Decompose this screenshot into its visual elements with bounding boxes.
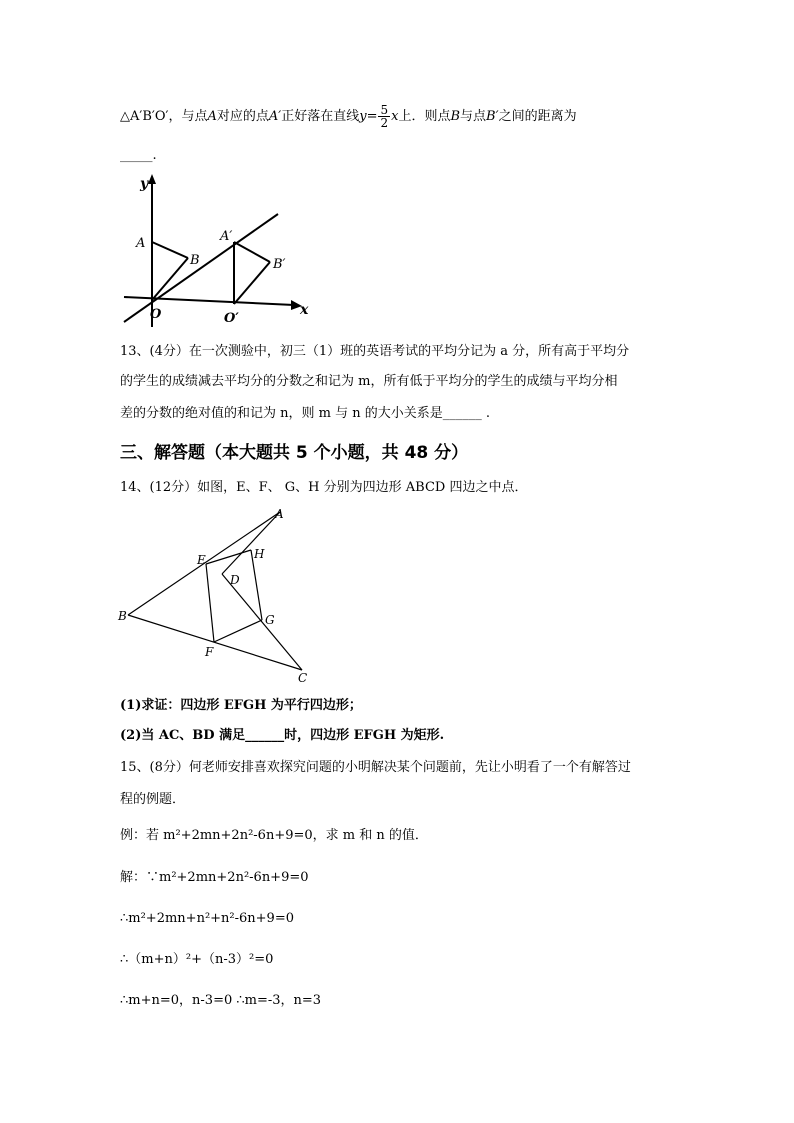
y-axis-arrow	[148, 174, 156, 184]
figure-coordinate-rotation	[118, 172, 318, 332]
q12-x-var: x	[391, 109, 399, 124]
label-quad-h: H	[254, 547, 265, 561]
q12-answer-blank: _____.	[120, 148, 157, 163]
label-quad-b: B	[118, 609, 127, 623]
side-bc	[128, 615, 302, 670]
q15-line-2: 程的例题．	[120, 792, 186, 807]
label-quad-d: D	[230, 573, 240, 587]
q13-line-3: 差的分数的绝对值的和记为 n，则 m 与 n 的大小关系是______ .	[120, 406, 490, 421]
label-b: B	[190, 253, 200, 268]
q12-fraction	[378, 104, 390, 129]
label-o-prime: O′	[224, 311, 239, 326]
segment-ef	[206, 564, 214, 642]
segment-b2o2	[234, 262, 270, 304]
label-quad-c: C	[298, 671, 308, 685]
label-y: y	[140, 176, 149, 192]
q12-text-3: 正好落在直线	[281, 109, 360, 124]
q12-y-eq: y=	[359, 109, 378, 124]
q12-point-a: A	[207, 109, 217, 124]
q12-line	[120, 104, 577, 130]
q15-line-1: 15、(8分）何老师安排喜欢探究问题的小明解决某个问题前，先让小明看了一个有解答过	[120, 760, 631, 775]
q15-example: 例：若 m²+2mn+2n²-6n+9=0，求 m 和 n 的值．	[120, 828, 428, 843]
label-quad-g: G	[265, 613, 275, 627]
q15-solution-3: ∴（m+n）²+（n-3）²=0	[120, 952, 274, 967]
side-cd	[222, 574, 302, 670]
q14-intro: 14、(12分）如图，E、F、 G、H 分别为四边形 ABCD 四边之中点．	[120, 480, 528, 495]
q15-solution-4: ∴m+n=0，n-3=0 ∴m=-3，n=3	[120, 993, 322, 1008]
q15-solution-1: 解：∵m²+2mn+2n²-6n+9=0	[120, 870, 309, 885]
label-b-prime: B′	[273, 257, 286, 272]
q15-solution-2: ∴m²+2mn+n²+n²-6n+9=0	[120, 911, 294, 926]
segment-a2b2	[234, 242, 270, 262]
q12-point-a-prime: A′	[268, 109, 282, 124]
label-a: A	[136, 236, 146, 251]
line-through-origin	[124, 214, 278, 322]
label-a-prime: A′	[220, 229, 233, 244]
q13-line-1: 13、(4分）在一次测验中，初三（1）班的英语考试的平均分记为 a 分，所有高于平均分	[120, 344, 630, 359]
side-da	[222, 512, 280, 574]
q13-line-2: 的学生的成绩减去平均分的分数之和记为 m，所有低于平均分的学生的成绩与平均分相	[120, 374, 618, 389]
segment-ab	[152, 242, 188, 258]
label-quad-f: F	[205, 645, 214, 659]
segment-bo	[152, 258, 188, 300]
label-o: O	[150, 307, 162, 322]
figure-quadrilateral	[114, 502, 324, 687]
q12-point-b: B	[450, 109, 461, 124]
q12-text-2: 对应的点	[216, 109, 269, 124]
q14-part-1: (1)求证：四边形 EFGH 为平行四边形；	[120, 698, 362, 713]
label-quad-a: A	[275, 507, 284, 521]
q12-point-b-prime: B′	[486, 109, 499, 124]
q12-frac-den: 2	[380, 116, 389, 130]
section-heading: 三、解答题（本大题共 5 个小题，共 48 分）	[120, 443, 469, 463]
q12-frac-num: 5	[380, 103, 389, 117]
segment-fg	[214, 620, 262, 642]
q12-text-1: △A′B′O′，与点	[120, 109, 208, 124]
q12-text-6: 之间的距离为	[498, 109, 577, 124]
q14-part-2: (2)当 AC、BD 满足______时，四边形 EFGH 为矩形.	[120, 728, 445, 743]
label-quad-e: E	[197, 553, 206, 567]
label-x: x	[300, 302, 309, 318]
q12-text-5: 与点	[460, 109, 487, 124]
q12-text-4: 上．则点	[398, 109, 451, 124]
